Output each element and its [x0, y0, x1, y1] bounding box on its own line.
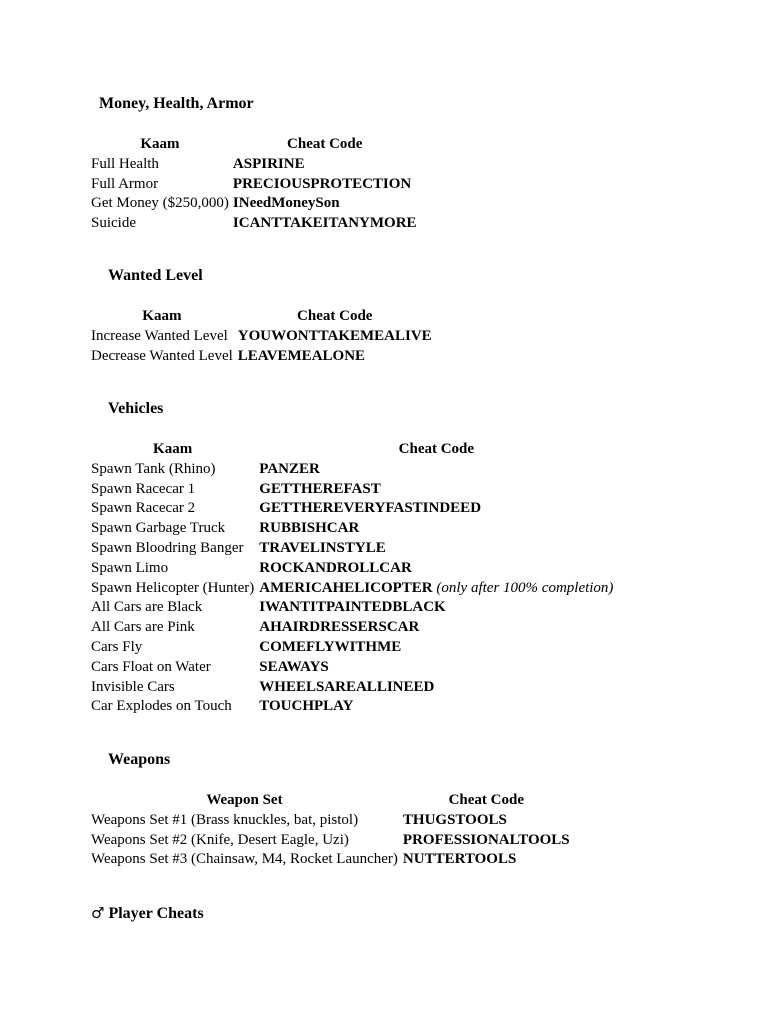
cheat-code: GETTHEREFAST	[259, 480, 381, 497]
cheat-code: ICANTTAKEITANYMORE	[232, 215, 417, 232]
cheat-note: (only after 100% completion)	[436, 579, 614, 596]
section-heading: Vehicles	[108, 400, 164, 417]
cheat-code: LEAVEMEALONE	[237, 347, 366, 364]
section-money-health-armor	[91, 94, 417, 234]
cheat-name: Spawn Tank (Rhino)	[91, 460, 216, 477]
section-heading: Wanted Level	[108, 267, 203, 284]
table-row	[91, 194, 417, 214]
section-vehicles	[91, 399, 613, 717]
column-header-code: Cheat Code	[297, 308, 373, 324]
cheat-name: Spawn Limo	[91, 559, 169, 576]
cheat-code: PRECIOUSPROTECTION	[232, 175, 412, 192]
cheat-code: GETTHEREVERYFASTINDEED	[259, 500, 482, 517]
cheat-code: ASPIRINE	[232, 155, 305, 172]
cheat-code: TOUCHPLAY	[259, 698, 354, 715]
table-row	[91, 678, 613, 698]
table-row	[91, 155, 417, 175]
cheat-code: THUGSTOOLS	[402, 811, 507, 828]
column-header-name: Weapon Set	[206, 792, 283, 808]
table-row	[91, 175, 417, 195]
cheat-code-cell	[254, 579, 613, 599]
cheat-name: Spawn Helicopter (Hunter)	[91, 579, 255, 596]
table-row	[91, 618, 613, 638]
table-row	[91, 539, 613, 559]
cheat-name: Invisible Cars	[91, 678, 175, 695]
table-header-row	[91, 440, 613, 460]
table-row	[91, 347, 432, 367]
table-row	[91, 831, 570, 851]
cheat-code: RUBBISHCAR	[259, 520, 360, 537]
cheat-code: TRAVELINSTYLE	[259, 539, 386, 556]
table-row	[91, 519, 613, 539]
cheat-code: WHEELSAREALLINEED	[259, 678, 435, 695]
section-weapons	[91, 750, 570, 870]
table-row	[91, 850, 570, 870]
cheat-code: NUTTERTOOLS	[402, 851, 517, 868]
cheat-code: PANZER	[259, 460, 320, 477]
cheat-code: IWANTITPAINTEDBLACK	[259, 599, 446, 616]
section-heading: Weapons	[108, 751, 171, 768]
section-heading	[91, 903, 204, 924]
cheat-name: Full Armor	[91, 175, 159, 192]
cheat-code: SEAWAYS	[259, 658, 329, 675]
cheat-code: PROFESSIONALTOOLS	[402, 831, 570, 848]
cheat-code: AMERICAHELICOPTER	[259, 579, 433, 596]
cheat-name: Cars Fly	[91, 638, 143, 655]
cheat-name: Spawn Garbage Truck	[91, 520, 226, 537]
cheat-name: Cars Float on Water	[91, 658, 211, 675]
section-heading-text: Player Cheats	[108, 905, 204, 922]
cheat-name: Spawn Racecar 1	[91, 480, 196, 497]
cheat-name: Spawn Bloodring Banger	[91, 539, 244, 556]
column-header-code: Cheat Code	[287, 136, 363, 152]
section-player-cheats	[91, 903, 204, 924]
table-row	[91, 658, 613, 678]
cheat-code: INeedMoneySon	[232, 195, 340, 212]
section-heading: Money, Health, Armor	[99, 95, 254, 112]
column-header-code: Cheat Code	[398, 441, 475, 457]
cheat-table	[91, 307, 432, 366]
table-header-row	[91, 135, 417, 155]
cheat-name: Get Money ($250,000)	[91, 195, 229, 212]
section-wanted-level	[91, 266, 432, 366]
table-row	[91, 559, 613, 579]
cheat-code: COMEFLYWITHME	[259, 638, 402, 655]
table-row	[91, 697, 613, 717]
cheat-table	[91, 791, 570, 870]
cheat-name: Increase Wanted Level	[91, 327, 228, 344]
table-row	[91, 499, 613, 519]
cheat-name: Weapons Set #1 (Brass knuckles, bat, pistol)	[91, 811, 359, 828]
table-row	[91, 598, 613, 618]
column-header-name: Kaam	[140, 136, 180, 152]
table-row	[91, 214, 417, 234]
table-row	[91, 811, 570, 831]
column-header-name: Kaam	[142, 308, 182, 324]
table-row	[91, 327, 432, 347]
male-sign-icon: ♂	[91, 904, 105, 922]
table-row	[91, 480, 613, 500]
column-header-name: Kaam	[153, 441, 193, 457]
cheat-name: Decrease Wanted Level	[91, 347, 233, 364]
cheat-code: ROCKANDROLLCAR	[259, 559, 412, 576]
cheat-name: Weapons Set #3 (Chainsaw, M4, Rocket Launcher)	[91, 851, 398, 868]
cheat-name: All Cars are Pink	[91, 619, 195, 636]
table-row	[91, 460, 613, 480]
cheat-name: Suicide	[91, 215, 136, 232]
column-header-code: Cheat Code	[448, 792, 524, 808]
table-row	[91, 579, 613, 599]
cheat-name: Spawn Racecar 2	[91, 500, 196, 517]
table-header-row	[91, 307, 432, 327]
table-header-row	[91, 791, 570, 811]
cheat-table	[91, 135, 417, 234]
cheat-table	[91, 440, 613, 717]
cheat-code: AHAIRDRESSERSCAR	[259, 619, 420, 636]
cheat-name: Car Explodes on Touch	[91, 698, 232, 715]
cheat-name: All Cars are Black	[91, 599, 203, 616]
table-row	[91, 638, 613, 658]
cheat-name: Weapons Set #2 (Knife, Desert Eagle, Uzi)	[91, 831, 349, 848]
cheat-code: YOUWONTTAKEMEALIVE	[237, 327, 432, 344]
cheat-name: Full Health	[91, 155, 159, 172]
